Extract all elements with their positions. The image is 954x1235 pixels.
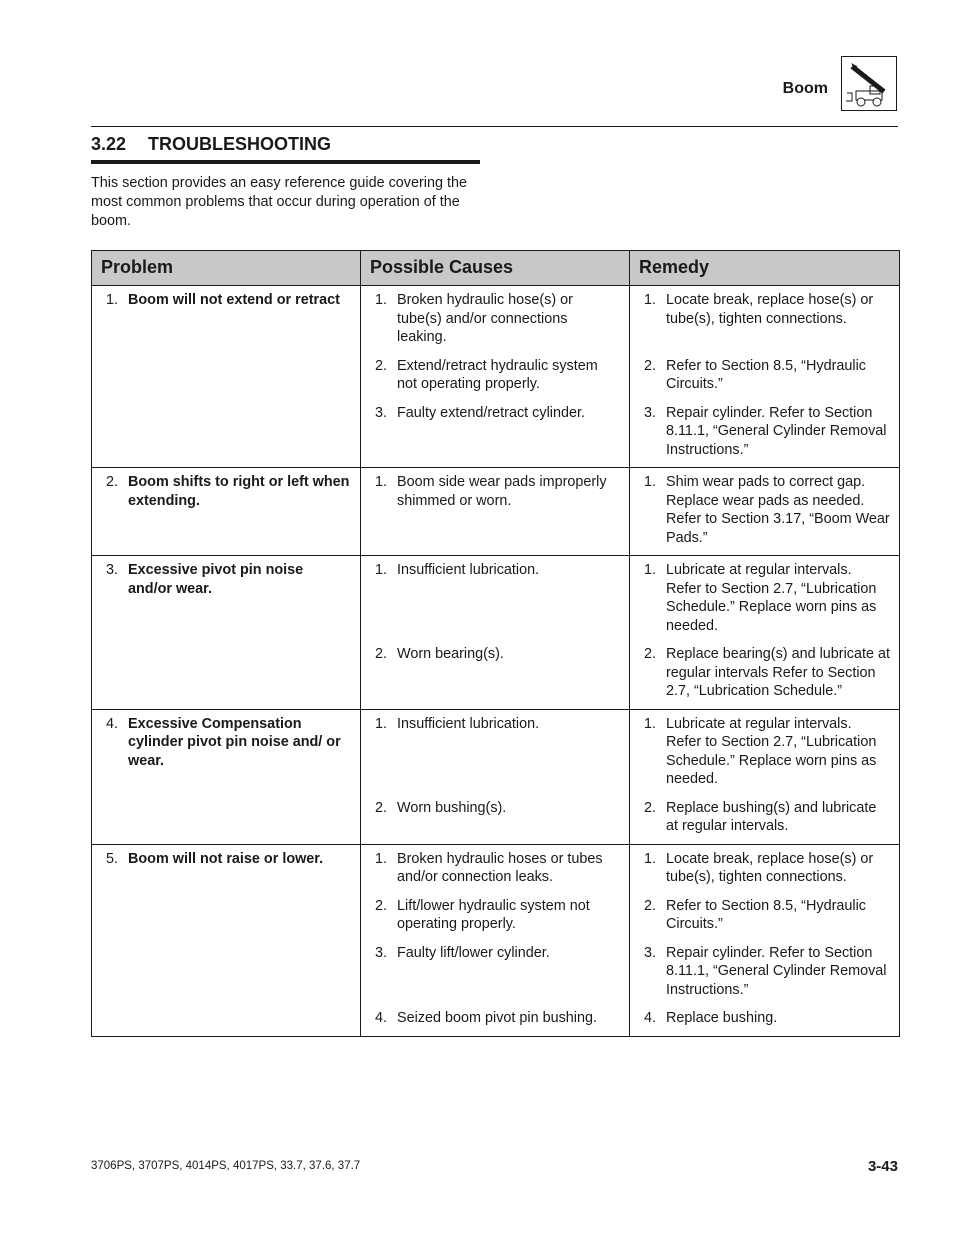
problem-cell <box>92 709 361 797</box>
column-header-remedy: Remedy <box>630 251 900 286</box>
remedy-item <box>639 715 890 789</box>
intro-paragraph: This section provides an easy reference guide covering the most common problems that occur during operation of the boom. <box>91 175 467 229</box>
cause-number: 3. <box>375 404 388 421</box>
table-row <box>92 709 900 797</box>
problem-number: 4. <box>106 715 119 732</box>
problem-cell <box>92 797 361 845</box>
remedy-cell <box>630 1007 900 1036</box>
cause-cell <box>361 286 630 355</box>
problem-text: Excessive Compensation cylinder pivot pin noise and/ or wear. <box>128 715 341 769</box>
remedy-text: Refer to Section 8.5, “Hydraulic Circuits.” <box>666 357 866 392</box>
cause-item <box>370 897 620 934</box>
remedy-cell <box>630 468 900 556</box>
cause-item <box>370 799 620 818</box>
remedy-cell <box>630 709 900 797</box>
remedy-number: 2. <box>644 646 657 662</box>
cause-number: 2. <box>375 357 388 374</box>
remedy-text: Lubricate at regular intervals. Refer to Section 2.7, “Lubrication Schedule.” Replace worn pins as needed. <box>666 562 877 634</box>
cause-cell <box>361 355 630 402</box>
cause-text: Seized boom pivot pin bushing. <box>397 1010 598 1026</box>
remedy-text: Replace bearing(s) and lubricate at regular intervals Refer to Section 2.7, “Lubrication Schedule.” <box>666 646 890 699</box>
remedy-number: 3. <box>644 404 657 421</box>
table-row <box>92 895 900 942</box>
problem-cell <box>92 556 361 644</box>
cause-text: Insufficient lubrication. <box>397 562 540 578</box>
cause-number: 1. <box>375 562 388 578</box>
table-row <box>92 556 900 644</box>
remedy-cell <box>630 643 900 709</box>
table-row <box>92 844 900 895</box>
remedy-item <box>639 1009 890 1028</box>
table-row <box>92 643 900 709</box>
cause-text: Broken hydraulic hoses or tubes and/or connection leaks. <box>397 850 603 885</box>
remedy-item <box>639 645 890 701</box>
remedy-text: Replace bushing. <box>666 1010 778 1026</box>
table-row <box>92 468 900 556</box>
cause-item <box>370 357 620 394</box>
cause-item <box>370 1009 620 1028</box>
remedy-cell <box>630 942 900 1008</box>
problem-text: Boom will not raise or lower. <box>128 850 324 867</box>
problem-cell <box>92 355 361 402</box>
header-divider <box>91 126 898 127</box>
cause-item <box>370 561 620 580</box>
table-row <box>92 797 900 845</box>
cause-text: Worn bearing(s). <box>397 646 504 662</box>
remedy-item <box>639 897 890 934</box>
cause-item <box>370 291 620 347</box>
remedy-item <box>639 944 890 1000</box>
remedy-cell <box>630 286 900 355</box>
problem-cell <box>92 895 361 942</box>
remedy-number: 1. <box>644 850 657 867</box>
cause-number: 1. <box>375 715 388 732</box>
cause-number: 3. <box>375 944 388 961</box>
remedy-number: 1. <box>644 715 657 732</box>
page-number: 3-43 <box>867 1158 898 1175</box>
remedy-cell <box>630 402 900 468</box>
cause-cell <box>361 844 630 895</box>
table-row <box>92 942 900 1008</box>
table-body <box>92 286 900 1037</box>
remedy-number: 4. <box>644 1010 657 1026</box>
cause-number: 1. <box>375 292 388 308</box>
cause-cell <box>361 643 630 709</box>
cause-cell <box>361 402 630 468</box>
table-row <box>92 355 900 402</box>
telehandler-boom-icon <box>841 56 897 111</box>
problem-number: 3. <box>106 562 119 578</box>
cause-cell <box>361 709 630 797</box>
table-header-row <box>92 251 900 286</box>
remedy-text: Replace bushing(s) and lubricate at regular intervals. <box>666 799 877 834</box>
remedy-item <box>639 561 890 635</box>
troubleshooting-table <box>91 250 900 1037</box>
remedy-number: 1. <box>644 562 657 578</box>
cause-text: Worn bushing(s). <box>397 799 507 816</box>
table-row <box>92 286 900 355</box>
remedy-item <box>639 357 890 394</box>
section-heading: TROUBLESHOOTING <box>148 134 331 154</box>
cause-text: Extend/retract hydraulic system not operating properly. <box>397 357 598 392</box>
cause-item <box>370 715 620 734</box>
remedy-text: Repair cylinder. Refer to Section 8.11.1, “General Cylinder Removal Instructions.” <box>666 944 887 998</box>
problem-cell <box>92 286 361 355</box>
remedy-item <box>639 291 890 328</box>
remedy-text: Locate break, replace hose(s) or tube(s), tighten connections. <box>666 292 874 327</box>
remedy-cell <box>630 844 900 895</box>
cause-number: 2. <box>375 897 388 914</box>
cause-number: 1. <box>375 474 388 490</box>
cause-item <box>370 404 620 423</box>
cause-number: 2. <box>375 799 388 816</box>
cause-text: Faulty extend/retract cylinder. <box>397 404 585 421</box>
cause-cell <box>361 895 630 942</box>
remedy-cell <box>630 355 900 402</box>
remedy-number: 3. <box>644 944 657 961</box>
cause-text: Boom side wear pads improperly shimmed or worn. <box>397 474 607 509</box>
cause-number: 1. <box>375 850 388 867</box>
cause-number: 2. <box>375 646 388 662</box>
section-title-underline <box>91 160 480 164</box>
problem-cell <box>92 844 361 895</box>
cause-text: Insufficient lubrication. <box>397 715 540 732</box>
header-section-name: Boom <box>782 80 828 97</box>
cause-text: Lift/lower hydraulic system not operating properly. <box>397 897 590 932</box>
problem-item <box>101 850 351 869</box>
problem-text: Boom shifts to right or left when extending. <box>128 474 350 509</box>
cause-cell <box>361 468 630 556</box>
cause-text: Faulty lift/lower cylinder. <box>397 944 550 961</box>
column-header-problem: Problem <box>92 251 361 286</box>
problem-text: Excessive pivot pin noise and/or wear. <box>128 562 304 597</box>
problem-number: 5. <box>106 850 119 867</box>
remedy-number: 1. <box>644 292 657 308</box>
table-row <box>92 402 900 468</box>
cause-cell <box>361 942 630 1008</box>
cause-cell <box>361 1007 630 1036</box>
cause-item <box>370 850 620 887</box>
problem-cell <box>92 468 361 556</box>
section-number: 3.22 <box>91 134 127 154</box>
remedy-number: 2. <box>644 799 657 816</box>
remedy-number: 2. <box>644 357 657 374</box>
problem-item <box>101 715 351 771</box>
problem-cell <box>92 643 361 709</box>
problem-cell <box>92 1007 361 1036</box>
remedy-item <box>639 799 890 836</box>
remedy-text: Refer to Section 8.5, “Hydraulic Circuits.” <box>666 897 866 932</box>
remedy-text: Lubricate at regular intervals. Refer to Section 2.7, “Lubrication Schedule.” Replace worn pins as needed. <box>666 715 877 787</box>
section-title <box>91 134 331 155</box>
problem-text: Boom will not extend or retract <box>128 292 340 308</box>
remedy-text: Repair cylinder. Refer to Section 8.11.1, “General Cylinder Removal Instructions.” <box>666 404 887 458</box>
remedy-item <box>639 850 890 887</box>
remedy-item <box>639 473 890 547</box>
remedy-item <box>639 404 890 460</box>
remedy-cell <box>630 895 900 942</box>
remedy-text: Shim wear pads to correct gap. Replace wear pads as needed. Refer to Section 3.17, “Boom Wear Pads.” <box>666 474 890 546</box>
footer-models: 3706PS, 3707PS, 4014PS, 4017PS, 33.7, 37.6, 37.7 <box>91 1160 361 1172</box>
problem-number: 1. <box>106 292 119 308</box>
problem-cell <box>92 402 361 468</box>
cause-number: 4. <box>375 1010 388 1026</box>
remedy-cell <box>630 556 900 644</box>
column-header-causes: Possible Causes <box>361 251 630 286</box>
cause-text: Broken hydraulic hose(s) or tube(s) and/or connections leaking. <box>397 292 573 345</box>
cause-item <box>370 645 620 664</box>
problem-item <box>101 473 351 510</box>
cause-cell <box>361 556 630 644</box>
remedy-cell <box>630 797 900 845</box>
problem-number: 2. <box>106 474 119 490</box>
cause-cell <box>361 797 630 845</box>
problem-item <box>101 291 351 310</box>
problem-item <box>101 561 351 598</box>
cause-item <box>370 944 620 963</box>
cause-item <box>370 473 620 510</box>
table-row <box>92 1007 900 1036</box>
remedy-text: Locate break, replace hose(s) or tube(s), tighten connections. <box>666 850 874 885</box>
problem-cell <box>92 942 361 1008</box>
remedy-number: 2. <box>644 897 657 914</box>
remedy-number: 1. <box>644 474 657 490</box>
